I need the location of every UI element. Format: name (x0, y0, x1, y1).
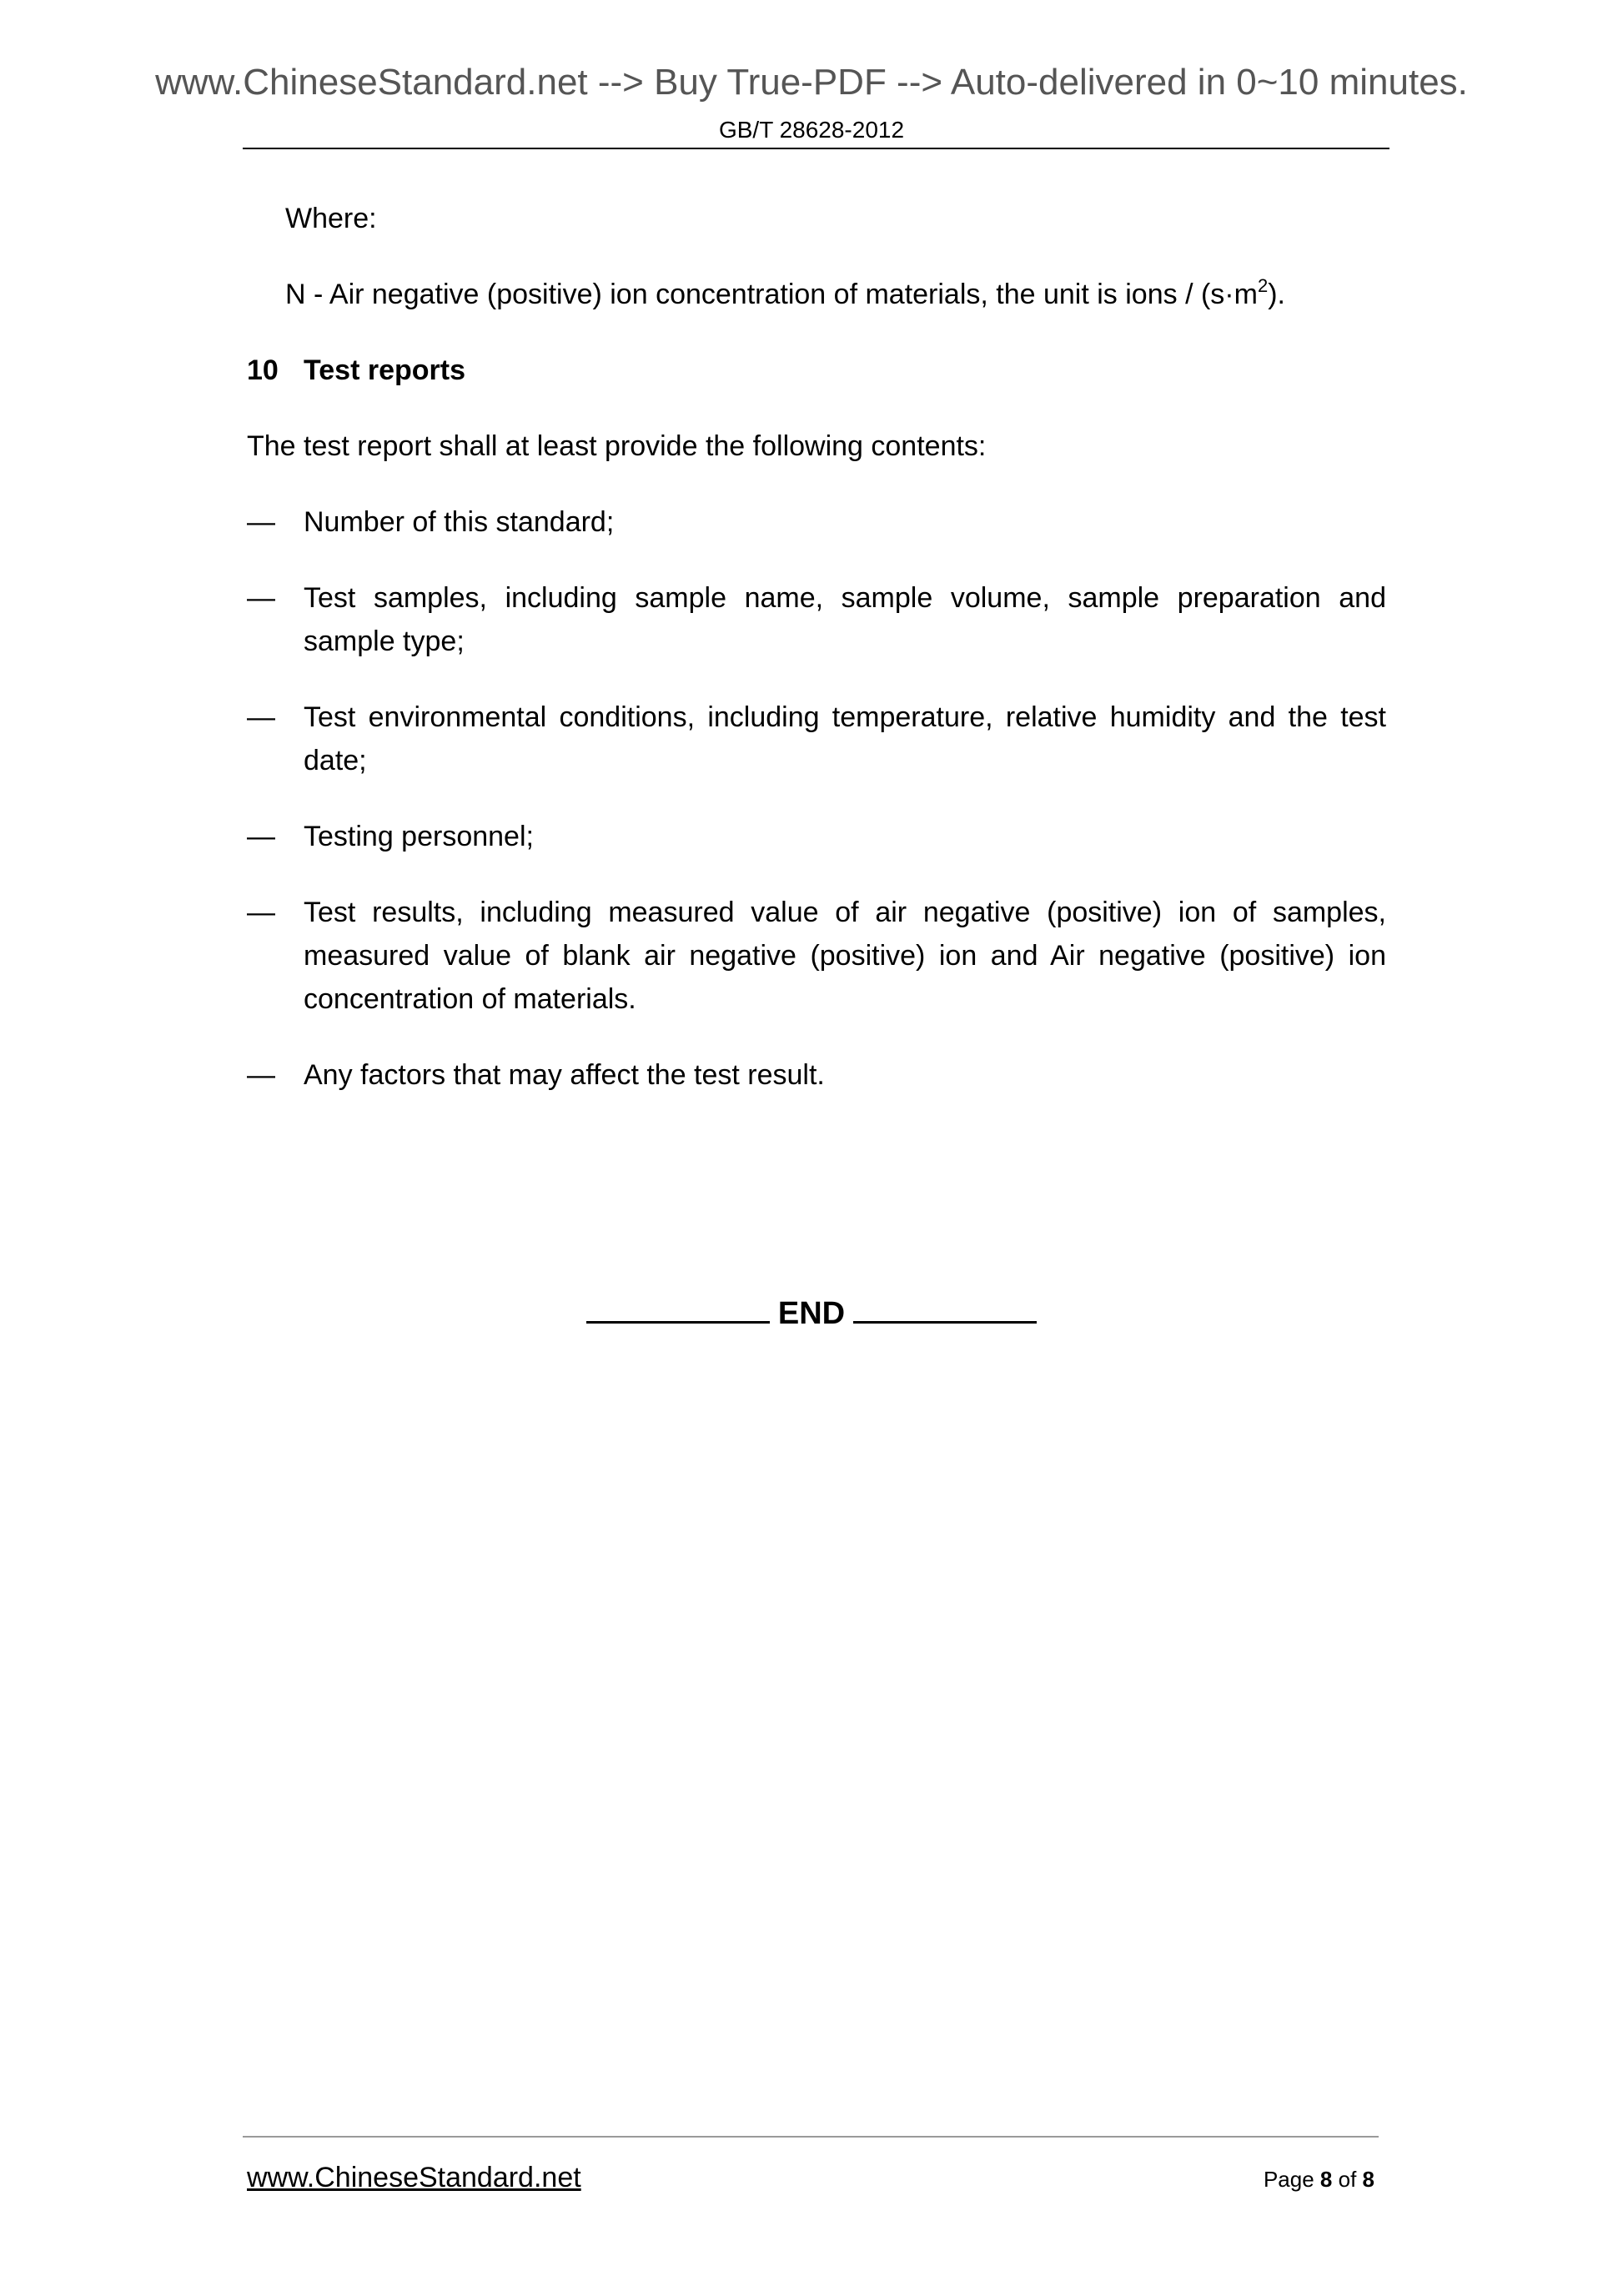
list-item (247, 696, 1386, 782)
list-item (247, 500, 1386, 544)
definition-superscript: 2 (1257, 275, 1269, 296)
page-content (247, 197, 1386, 1129)
list-item-text: Test samples, including sample name, sample volume, sample preparation and sample type; (304, 582, 1386, 657)
dash-bullet: — (247, 1059, 275, 1091)
page-total: 8 (1362, 2167, 1374, 2192)
page-current: 8 (1319, 2167, 1333, 2192)
end-marker (0, 1296, 1623, 1332)
dash-bullet: — (247, 821, 275, 852)
page-label: Page (1263, 2167, 1314, 2192)
definition-suffix: ). (1268, 279, 1285, 310)
list-item-text: Testing personnel; (304, 821, 534, 852)
footer-site-link[interactable]: www.ChineseStandard.net (247, 2162, 581, 2193)
list-item (247, 891, 1386, 1021)
section-title: Test reports (304, 354, 465, 386)
footer-divider (243, 2136, 1379, 2138)
end-label: END (777, 1296, 846, 1331)
formula-definition (247, 273, 1386, 316)
report-contents-list (247, 500, 1386, 1097)
section-intro: The test report shall at least provide the following contents: (247, 430, 987, 462)
dash-bullet: — (247, 582, 275, 614)
section-heading (247, 349, 1386, 392)
list-item-text: Any factors that may affect the test result. (304, 1059, 825, 1091)
site-banner: www.ChineseStandard.net --> Buy True-PDF --> Auto-delivered in 0~10 minutes. (155, 62, 1468, 103)
section-number: 10 (247, 354, 279, 386)
where-label: Where: (285, 203, 377, 234)
dash-bullet: — (247, 897, 275, 928)
list-item-text: Number of this standard; (304, 506, 615, 538)
dash-bullet: — (247, 701, 275, 733)
definition-text: N - Air negative (positive) ion concentration of materials, the unit is ions / (s·m (285, 279, 1258, 310)
header-divider (243, 148, 1389, 149)
dash-bullet: — (247, 506, 275, 538)
end-rule-right (853, 1296, 1037, 1324)
list-item (247, 815, 1386, 858)
page-number (1264, 2167, 1374, 2193)
document-code: GB/T 28628-2012 (718, 117, 905, 143)
page-of: of (1338, 2167, 1357, 2192)
end-rule-left (586, 1296, 770, 1324)
list-item-text: Test results, including measured value of air negative (positive) ion of samples, measured value of blank air negative (positive) ion and Air negative (positive) ion concentration of materials. (304, 897, 1386, 1015)
list-item-text: Test environmental conditions, including temperature, relative humidity and the test date; (304, 701, 1386, 776)
list-item (247, 1053, 1386, 1097)
list-item (247, 576, 1386, 663)
